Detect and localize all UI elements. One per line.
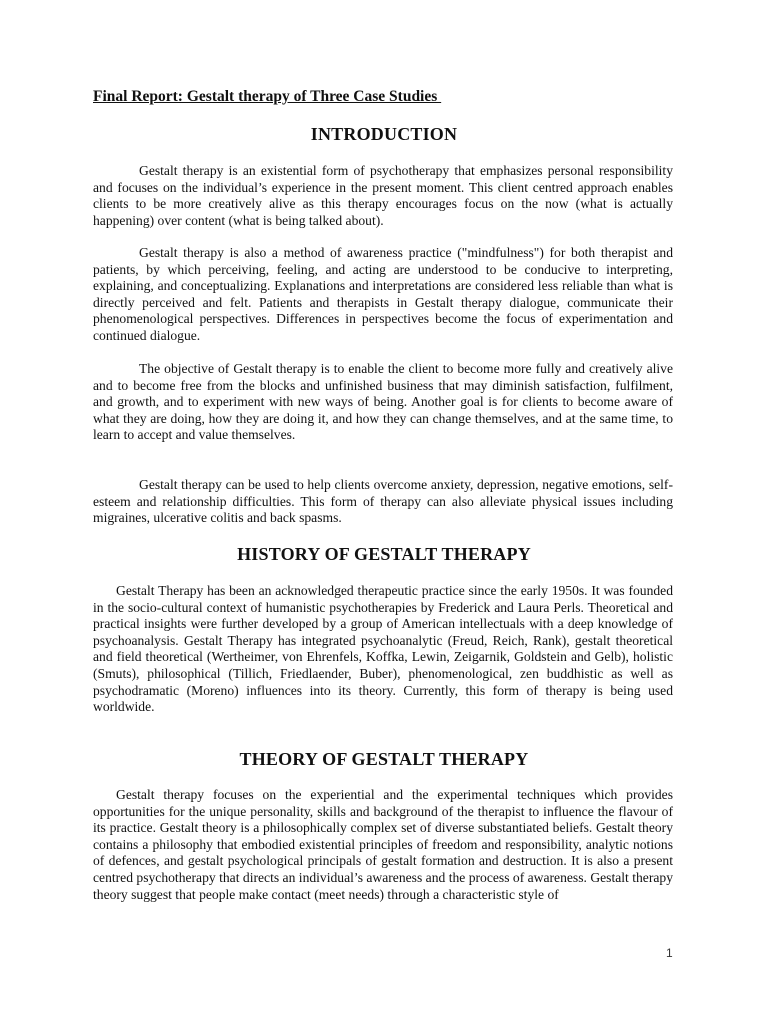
theory-paragraph-1: Gestalt therapy focuses on the experiential and the experimental techniques which provides opportunities for the unique personality, skills and background of the therapist to influence the flavour of its practice. Gestalt theory is a philosophically complex set of diverse substantiated beliefs. Gestalt theory contains a philosophy that embodied existential principles of freedom and responsibility, analytic notions of defences, and gestalt psychological principals of gestalt formation and destruction. It is also a present centred psychotherapy that directs an individual’s awareness and the process of awareness. Gestalt therapy theory suggest that people make contact (meet needs) through a characteristic style of xyxy=(93,787,673,902)
heading-introduction: INTRODUCTION xyxy=(310,124,458,144)
document-title: Final Report: Gestalt therapy of Three Case Studies xyxy=(93,88,442,105)
heading-theory: THEORY OF GESTALT THERAPY xyxy=(239,749,529,769)
intro-paragraph-3: The objective of Gestalt therapy is to enable the client to become more fully and creatively alive and to become free from the blocks and unfinished business that may diminish satisfaction, fulfilment, and growth, and to experiment with new ways of being. Another goal is for clients to become aware of what they are doing, how they are doing it, and how they can change themselves, and at the same time, to learn to accept and value themselves. xyxy=(93,361,673,443)
intro-paragraph-1: Gestalt therapy is an existential form of psychotherapy that emphasizes personal responsibility and focuses on the individual’s experience in the present moment. This client centred approach enables clients to be more creatively alive as this therapy encourages focus on the now (what is actually happening) over content (what is being talked about). xyxy=(93,163,673,228)
intro-paragraph-4: Gestalt therapy can be used to help clients overcome anxiety, depression, negative emotions, self-esteem and relationship difficulties. This form of therapy can also alleviate physical issues including migraines, ulcerative colitis and back spasms. xyxy=(93,477,673,526)
history-paragraph-1: Gestalt Therapy has been an acknowledged therapeutic practice since the early 1950s. It was founded in the socio-cultural context of humanistic psychotherapies by Frederick and Laura Perls. Theoretical and practical insights were further developed by a group of American intellectuals with a deep knowledge of psychoanalysis. Gestalt Therapy has integrated psychoanalytic (Freud, Reich, Rank), gestalt theoretical and field theoretical (Wertheimer, von Ehrenfels, Koffka, Lewin, Zeigarnik, Goldstein and Gelb), holistic (Smuts), philosophical (Tillich, Friedlaender, Buber), phenomenological, zen buddhistic as well as psychodramatic (Moreno) influences into its theory. Currently, this form of therapy is being used worldwide. xyxy=(93,583,673,715)
page-number: 1 xyxy=(666,946,673,960)
heading-history: HISTORY OF GESTALT THERAPY xyxy=(237,544,531,564)
intro-paragraph-2: Gestalt therapy is also a method of awareness practice ("mindfulness") for both therapist and patients, by which perceiving, feeling, and acting are understood to be conducive to interpreting, explaining, and conceptualizing. Explanations and interpretations are considered less reliable than what is directly perceived and felt. Patients and therapists in Gestalt therapy dialogue, communicate their phenomenological perspectives. Differences in perspectives become the focus of experimentation and continued dialogue. xyxy=(93,245,673,343)
